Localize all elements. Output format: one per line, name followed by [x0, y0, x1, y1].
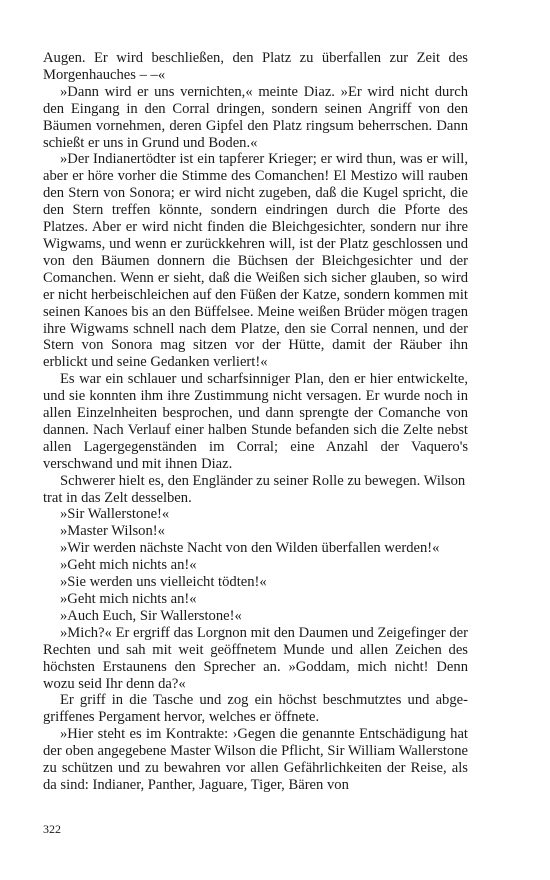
body-text — [43, 50, 468, 794]
page-number: 322 — [43, 822, 61, 836]
dialogue-line: »Sir Wallerstone!« — [60, 506, 170, 523]
dialogue-line: »Geht mich nichts an!« — [60, 591, 197, 607]
dialogue-line: »Sie werden uns vielleicht tödten!« — [60, 574, 267, 591]
paragraph: »Dann wird er uns vernichten,« meinte Diaz. »Er wird nicht durch den Eingang in den Corral dringen, sondern seinen Angriff von den Bäumen vornehmen, deren Gipfel den Platz ringsum beherrschen. Dann schießt er uns in Grund und Boden.« — [43, 83, 468, 151]
dialogue-line: »Auch Euch, Sir Wallerstone!« — [60, 607, 242, 624]
paragraph: Er griff in die Tasche und zog ein höchst beschmutztes und abgegriffenes Pergament hervor, welches er öffnete. — [43, 692, 468, 726]
dialogue-line: »Wir werden nächste Nacht von den Wilden überfallen werden!« — [60, 540, 440, 557]
dialogue-line: »Geht mich nichts an!« — [60, 557, 197, 574]
dialogue-line: »Master Wilson!« — [60, 523, 165, 540]
paragraph: Es war ein schlauer und scharfsinniger Plan, den er hier entwickelte, und sie konnten ihm ihre Zustimmung nicht versagen. Er wurde noch in allen Einzelnheiten besprochen, und dann sprengte der Comanche von dannen. Nach Verlauf einer halben Stunde befanden sich die Zelte nebst allen Lagergegenständen im Corral; eine Anzahl der Vaquero's verschwand und mit ihnen Diaz. — [43, 371, 468, 472]
paragraph: »Hier steht es im Kontrakte: ›Gegen die genannte Entschädigung hat der oben angegebene Master Wilson die Pflicht, Sir William Wallerstone zu schützen und zu bewahren vor allen Gefährlichkeiten der Reise, als da sind: Indianer, Panther, Jaguare, Tiger, Bären von — [43, 726, 468, 793]
paragraph: Augen. Er wird beschließen, den Platz zu überfallen zur Zeit des Morgenhauches – –« — [43, 50, 468, 83]
paragraph: »Mich?« Er ergriff das Lorgnon mit den Daumen und Zeigefinger der Rechten und sah mit weit geöffnetem Munde und allen Zeichen des höchsten Erstaunens den Sprecher an. »Goddam, mich nicht! Denn wozu seid Ihr denn da?« — [43, 624, 468, 692]
paragraph: »Der Indianertödter ist ein tapferer Krieger; er wird thun, was er will, aber er höre vorher die Stimme des Comanchen! El Mestizo will rauben den Stern von Sonora; er wird nicht zugeben, daß die Kugel spricht, die den Stern treffen könnte, sondern eindringen durch die Pforte des Platzes. Aber er wird nicht finden die Bleichgesichter, sondern nur ihre Wigwams, und wenn er zurückkehren will, ist der Platz geschlossen und von den Bäumen donnern die Büchsen der Bleichgesichter und der Comanchen. Wenn er sieht, daß die Weißen sich sicher glauben, so wird er nicht herbeischleichen auf den Füßen der Katze, sondern kommen mit seinen Kanoes bis an den Büffelsee. Meine weißen Brüder mögen tragen ihre Wigwams schnell nach dem Platze, den sie Corral nennen, und der Stern von Sonora mag sitzen vor der Hütte, damit der Räuber ihn erblickt und seine Gedanken verliert!« — [43, 151, 468, 371]
paragraph: Schwerer hielt es, den Engländer zu seiner Rolle zu bewegen. Wilson trat in das Zelt desselben. — [43, 472, 466, 506]
